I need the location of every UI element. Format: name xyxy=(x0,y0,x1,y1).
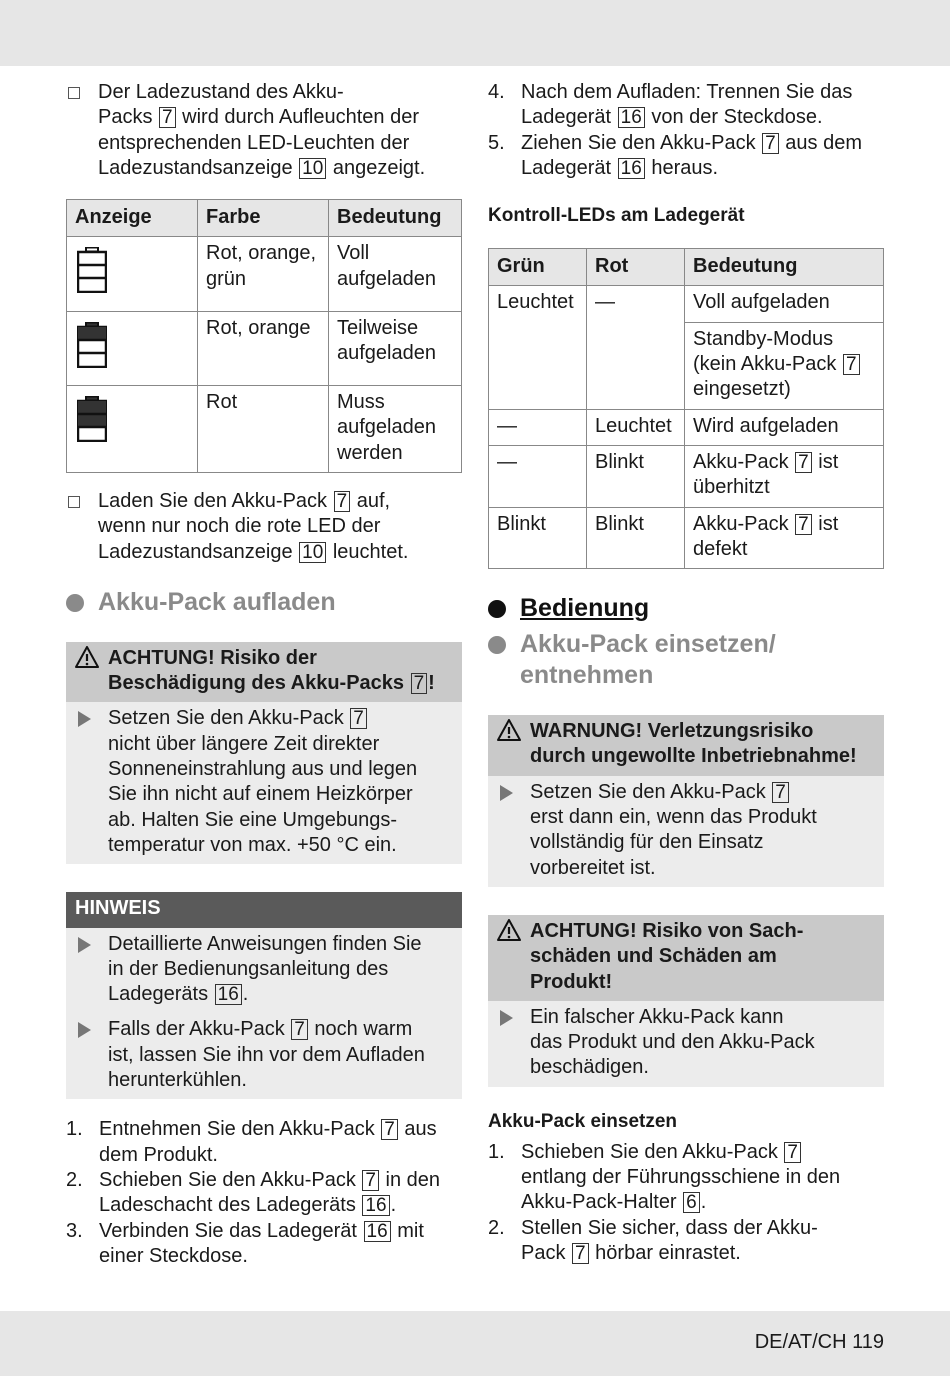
text: einer Steckdose. xyxy=(99,1244,248,1267)
ref-number: 10 xyxy=(299,158,326,179)
bullet-dot-icon xyxy=(488,600,506,618)
text: Packs xyxy=(98,106,159,129)
text: hörbar einrastet. xyxy=(589,1241,741,1264)
battery-full-icon xyxy=(77,247,107,293)
text: heraus. xyxy=(645,156,719,179)
ref-number: 7 xyxy=(411,673,428,694)
text: das Produkt und den Akku-Pack xyxy=(530,1031,815,1054)
bedeutung-cell: Voll aufgeladen xyxy=(685,286,884,322)
bullet-charge-state xyxy=(66,80,462,181)
text: Ladeschacht des Ladegeräts xyxy=(99,1194,362,1217)
table-row xyxy=(489,445,884,507)
text: ab. Halten Sie eine Umgebungs- xyxy=(108,808,398,831)
text: Pack xyxy=(521,1241,572,1264)
left-column xyxy=(66,80,462,1269)
text: noch warm xyxy=(308,1018,413,1041)
text: vollständig für den Einsatz xyxy=(530,831,764,854)
list-item xyxy=(488,80,884,131)
ref-number: 7 xyxy=(381,1119,398,1140)
text: Ladezustandsanzeige xyxy=(98,540,299,563)
text: (kein Akku-Pack xyxy=(693,353,842,376)
step-number: 3. xyxy=(66,1219,83,1242)
table-row xyxy=(489,409,884,445)
text: Falls der Akku-Pack xyxy=(108,1018,291,1041)
text: Teilweise xyxy=(337,316,419,339)
bullet-text xyxy=(98,489,462,565)
list-item xyxy=(66,1219,462,1270)
text: ACHTUNG! Risiko von Sach- xyxy=(530,919,804,942)
text: Ladegerät xyxy=(521,106,617,129)
warning-item xyxy=(488,776,884,887)
text: aus dem xyxy=(779,131,862,154)
farbe-cell xyxy=(198,386,329,473)
ref-number: 16 xyxy=(618,107,645,128)
text: grün xyxy=(206,267,247,290)
bedeutung-cell xyxy=(329,237,462,311)
caution-title xyxy=(66,642,462,703)
ref-number: 16 xyxy=(362,1195,389,1216)
text: ist xyxy=(812,450,839,473)
warning-triangle-icon xyxy=(497,719,521,741)
text: Ladegeräts xyxy=(108,983,214,1006)
ref-number: 10 xyxy=(299,542,326,563)
hinweis-title: HINWEIS xyxy=(66,892,462,927)
warning-title xyxy=(488,715,884,776)
step-number: 2. xyxy=(488,1216,505,1239)
charge-state-table xyxy=(66,199,462,473)
ref-number: 7 xyxy=(762,133,779,154)
text: temperatur von max. +50 °C ein. xyxy=(108,833,397,856)
text: aufgeladen xyxy=(337,267,436,290)
text: Standby-Modus xyxy=(693,327,834,350)
text: entlang der Führungsschiene in den xyxy=(521,1166,841,1189)
text: . xyxy=(700,1191,707,1214)
text: leuchtet. xyxy=(327,540,409,563)
text: Setzen Sie den Akku-Pack xyxy=(530,780,772,803)
text: ! xyxy=(428,672,435,695)
arrow-bullet-icon xyxy=(500,785,513,801)
text: überhitzt xyxy=(693,476,770,499)
col-header-bedeutung: Bedeutung xyxy=(685,249,884,286)
warning-triangle-icon xyxy=(497,919,521,941)
checkbox-bullet-icon xyxy=(68,87,80,99)
text: Verbinden Sie das Ladegerät xyxy=(99,1219,363,1242)
list-item xyxy=(66,1168,462,1219)
bullet-charge-hint xyxy=(66,489,462,565)
battery-cell xyxy=(67,237,198,311)
text: angezeigt. xyxy=(327,156,426,179)
page-number: DE/AT/CH 119 xyxy=(754,1331,884,1353)
text: Beschädigung des Akku-Packs xyxy=(108,672,410,695)
text: wenn nur noch die rote LED der xyxy=(98,515,381,538)
text: aufgeladen xyxy=(337,342,436,365)
caution-item xyxy=(66,702,462,864)
header-bar xyxy=(0,0,950,66)
ref-number: 7 xyxy=(291,1019,308,1040)
battery-low-icon xyxy=(77,396,107,442)
ref-number: 7 xyxy=(350,708,367,729)
ref-number: 7 xyxy=(795,452,812,473)
text: beschädigen. xyxy=(530,1056,649,1079)
table-row xyxy=(489,507,884,569)
text: Ladezustandsanzeige xyxy=(98,156,299,179)
battery-cell xyxy=(67,311,198,385)
step-number: 5. xyxy=(488,131,505,154)
caution-title xyxy=(488,915,884,1001)
col-header-anzeige: Anzeige xyxy=(67,200,198,237)
text: erst dann ein, wenn das Produkt xyxy=(530,806,817,829)
table-row xyxy=(67,311,462,385)
text: Der Ladezustand des Akku- xyxy=(98,81,344,103)
text: ist, lassen Sie ihn vor dem Aufladen xyxy=(108,1043,425,1066)
step-number: 1. xyxy=(66,1118,83,1141)
text: Schieben Sie den Akku-Pack xyxy=(521,1140,784,1163)
text: Muss xyxy=(337,391,385,414)
battery-partial-icon xyxy=(77,322,107,368)
table-row xyxy=(489,286,884,322)
text: in den xyxy=(379,1168,441,1191)
heading-text: Akku-Pack aufladen xyxy=(98,587,336,616)
table-header-row xyxy=(489,249,884,286)
text: Entnehmen Sie den Akku-Pack xyxy=(99,1118,381,1141)
farbe-cell xyxy=(198,237,329,311)
text: Voll xyxy=(337,242,370,265)
list-item xyxy=(488,131,884,182)
section-heading-einsetzen xyxy=(488,629,884,691)
text: Rot, orange, xyxy=(206,242,317,265)
bedeutung-cell xyxy=(685,507,884,569)
checkbox-bullet-icon xyxy=(68,496,80,508)
rot-cell: Blinkt xyxy=(587,445,685,507)
table-header-row xyxy=(67,200,462,237)
text: Rot xyxy=(206,391,238,414)
step-number: 2. xyxy=(66,1168,83,1191)
col-header-rot: Rot xyxy=(587,249,685,286)
ref-number: 7 xyxy=(843,354,860,375)
bedeutung-cell: Wird aufgeladen xyxy=(685,409,884,445)
arrow-bullet-icon xyxy=(78,1022,91,1038)
rot-cell: Leuchtet xyxy=(587,409,685,445)
ref-number: 7 xyxy=(795,514,812,535)
text: Nach dem Aufladen: Trennen Sie das xyxy=(521,81,853,103)
text: Stellen Sie sicher, dass der Akku- xyxy=(521,1216,818,1239)
text: Akku-Pack xyxy=(693,512,795,535)
text: nicht über längere Zeit direkter xyxy=(108,732,380,755)
text: . xyxy=(390,1194,397,1217)
text: Sonneneinstrahlung aus und legen xyxy=(108,758,418,781)
text: Detaillierte Anweisungen finden Sie xyxy=(108,932,422,955)
text: Ein falscher Akku-Pack kann xyxy=(530,1005,784,1028)
heading-text: Bedienung xyxy=(520,594,650,623)
gruen-cell: — xyxy=(489,409,587,445)
ref-number: 7 xyxy=(572,1243,589,1264)
list-item xyxy=(488,1216,884,1267)
arrow-bullet-icon xyxy=(78,711,91,727)
ref-number: 7 xyxy=(159,107,176,128)
caution-box xyxy=(488,915,884,1087)
warning-triangle-icon xyxy=(75,646,99,668)
text: in der Bedienungsanleitung des xyxy=(108,957,389,980)
text: wird durch Aufleuchten der xyxy=(176,106,419,129)
section-heading xyxy=(66,587,462,618)
battery-cell xyxy=(67,386,198,473)
text: Ziehen Sie den Akku-Pack xyxy=(521,131,762,154)
col-header-bedeutung: Bedeutung xyxy=(329,200,462,237)
text: herunterkühlen. xyxy=(108,1069,247,1092)
led-table xyxy=(488,248,884,569)
arrow-bullet-icon xyxy=(78,937,91,953)
ref-number: 16 xyxy=(618,158,645,179)
text: ACHTUNG! Risiko der xyxy=(108,646,317,669)
col-header-gruen: Grün xyxy=(489,249,587,286)
text: durch ungewollte Inbetriebnahme! xyxy=(530,745,857,768)
text: Akku-Pack-Halter xyxy=(521,1191,683,1214)
gruen-cell: Leuchtet xyxy=(489,286,587,409)
heading-text: entnehmen xyxy=(520,661,654,690)
charging-steps xyxy=(66,1117,462,1269)
caution-item xyxy=(488,1001,884,1087)
caution-box xyxy=(66,642,462,864)
text: Rot, orange xyxy=(206,316,311,339)
bedeutung-cell xyxy=(329,311,462,385)
text: eingesetzt) xyxy=(693,378,791,401)
ref-number: 7 xyxy=(334,491,351,512)
gruen-cell: Blinkt xyxy=(489,507,587,569)
hinweis-box xyxy=(66,892,462,1099)
rot-cell: Blinkt xyxy=(587,507,685,569)
bedeutung-cell xyxy=(329,386,462,473)
text: Schieben Sie den Akku-Pack xyxy=(99,1168,362,1191)
hinweis-item xyxy=(66,1013,462,1099)
table-row xyxy=(67,237,462,311)
text: Ladegerät xyxy=(521,156,617,179)
bullet-dot-icon xyxy=(488,636,506,654)
list-item xyxy=(66,1117,462,1168)
text: auf, xyxy=(351,489,391,512)
heading-text: Akku-Pack einsetzen/ xyxy=(520,630,776,659)
col-header-farbe: Farbe xyxy=(198,200,329,237)
step-number: 4. xyxy=(488,81,505,103)
text: defekt xyxy=(693,537,748,560)
text: Laden Sie den Akku-Pack xyxy=(98,489,333,512)
farbe-cell xyxy=(198,311,329,385)
insert-steps xyxy=(488,1140,884,1266)
right-column xyxy=(488,80,884,1266)
text: vorbereitet ist. xyxy=(530,856,656,879)
led-heading: Kontroll-LEDs am Ladegerät xyxy=(488,205,745,227)
bedeutung-cell xyxy=(685,445,884,507)
bullet-text xyxy=(98,80,462,181)
ref-number: 7 xyxy=(772,782,789,803)
text: aus xyxy=(398,1118,437,1141)
text: Sie ihn nicht auf einem Heizkörper xyxy=(108,783,413,806)
text: schäden und Schäden am xyxy=(530,945,777,968)
text: Setzen Sie den Akku-Pack xyxy=(108,707,350,730)
text: von der Steckdose. xyxy=(645,106,823,129)
bedeutung-cell xyxy=(685,322,884,409)
arrow-bullet-icon xyxy=(500,1010,513,1026)
ref-number: 7 xyxy=(784,1142,801,1163)
warning-box xyxy=(488,715,884,887)
gruen-cell: — xyxy=(489,445,587,507)
table-row xyxy=(67,386,462,473)
text: Produkt! xyxy=(530,970,613,993)
rot-cell: — xyxy=(587,286,685,409)
ref-number: 16 xyxy=(215,984,242,1005)
text: WARNUNG! Verletzungsrisiko xyxy=(530,720,814,743)
list-item xyxy=(488,1140,884,1216)
text: aufgeladen xyxy=(337,416,436,439)
hinweis-item xyxy=(66,928,462,1014)
text: ist xyxy=(812,512,839,535)
text: dem Produkt. xyxy=(99,1143,218,1166)
text: werden xyxy=(337,441,403,464)
text: entsprechenden LED-Leuchten der xyxy=(98,131,410,154)
ref-number: 7 xyxy=(362,1170,379,1191)
ref-number: 6 xyxy=(683,1192,700,1213)
ref-number: 16 xyxy=(364,1221,391,1242)
subheading-einsetzen: Akku-Pack einsetzen xyxy=(488,1110,678,1132)
text: . xyxy=(242,983,249,1006)
text: mit xyxy=(391,1219,424,1242)
step-number: 1. xyxy=(488,1140,505,1163)
text: Akku-Pack xyxy=(693,450,795,473)
bullet-dot-icon xyxy=(66,594,84,612)
section-heading-bedienung xyxy=(488,593,884,624)
